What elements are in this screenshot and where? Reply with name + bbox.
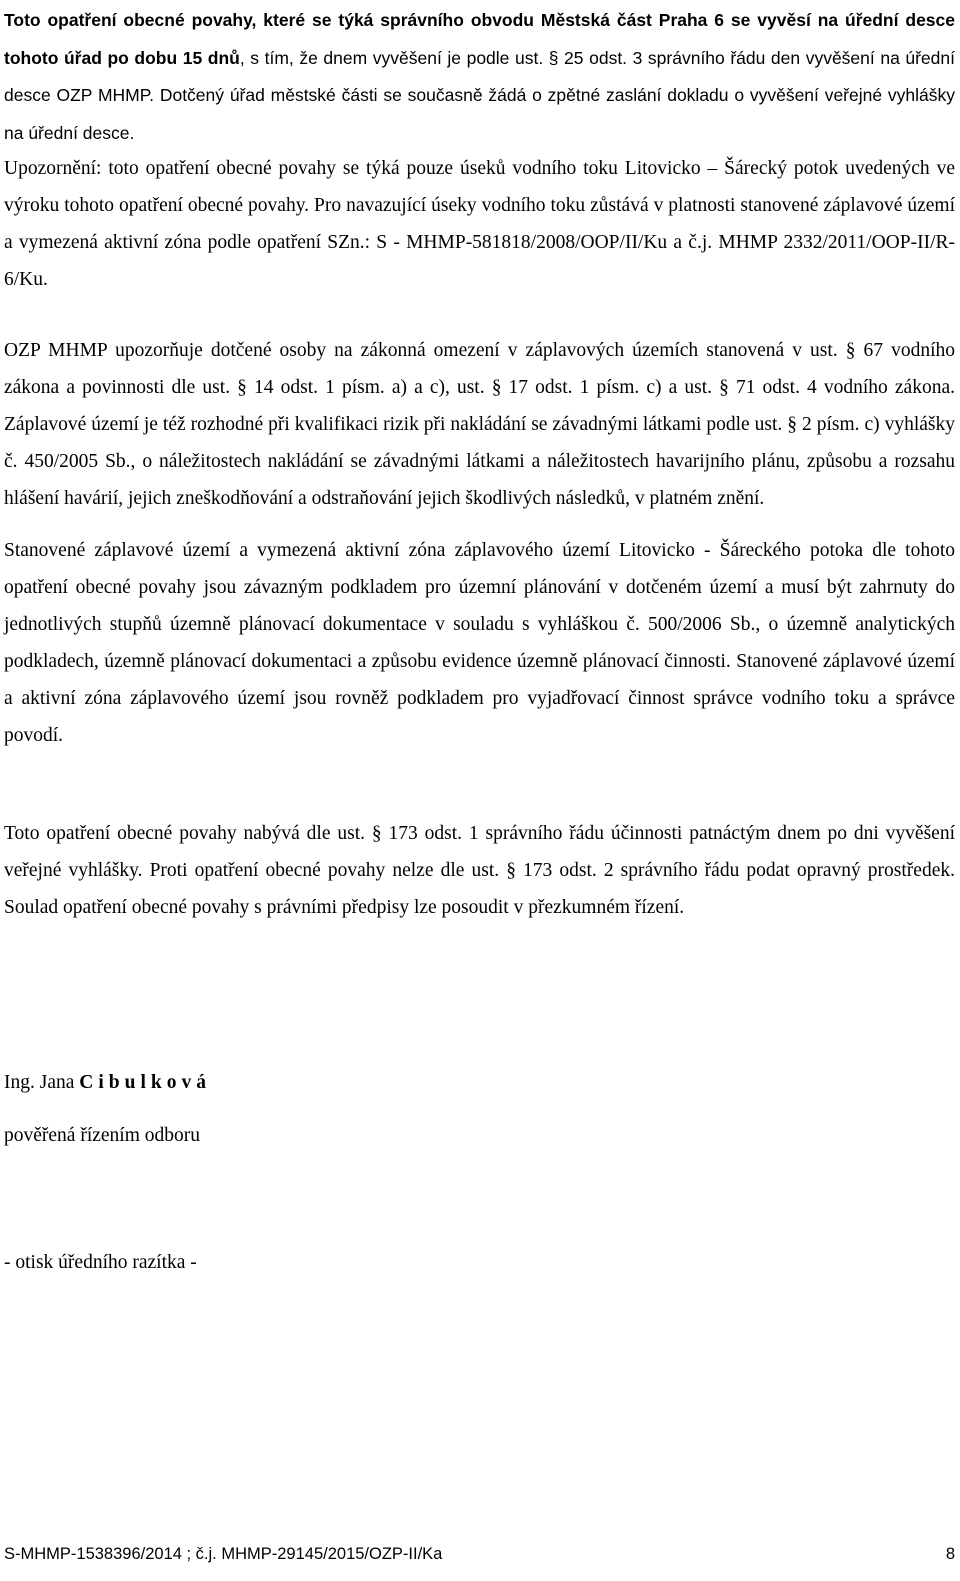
signatory-title: Ing. Jana [4,1072,80,1093]
signatory-name [4,1064,211,1101]
notice-paragraph: Upozornění: toto opatření obecné povahy se týká pouze úseků vodního toku Litovicko – Šárecký potok uvedených ve výroku tohoto opatření obecné povahy. Pro navazující úseky vodního toku zůstává v platnosti stanovené záplavové území a vymezená aktivní zóna podle opatření SZn.: S - MHMP-581818/2008/OOP/II/Ku a č.j. MHMP 2332/2011/OOP-II/R-6/Ku. [4,158,955,290]
signatory-role: pověřená řízením odboru [4,1125,201,1146]
footer-reference: S-MHMP-1538396/2014 ; č.j. MHMP-29145/2015/OZP-II/Ka [4,1545,443,1563]
flood-zone-binding-paragraph: Stanovené záplavové území a vymezená aktivní zóna záplavového území Litovicko - Šáreckého potoka dle tohoto opatření obecné povahy jsou závazným podkladem pro územní plánování v dotčeném území a musí být zahrnuty do jednotlivých stupňů územně plánovací dokumentace v souladu s vyhláškou č. 500/2006 Sb., o územně analytických podkladech, územně plánovací dokumentaci a způsobu evidence územně plánovací činnosti. Stanovené záplavové území a aktivní zóna záplavového území jsou rovněž podkladem pro vyjadřovací činnost správce vodního toku a správce povodí. [4,540,955,746]
lead-rest-text: , s tím, že dnem vyvěšení je podle ust. § 25 odst. 3 správního řádu den vyvěšení na úřední desce OZP MHMP. Dotčený úřad městské části se současně žádá o zpětné zaslání dokladu o vyvěšení veřejné vyhlášky na úřední desce. [4,47,955,143]
page-number: 8 [945,1545,955,1563]
signatory-surname: Cibulková [79,1072,211,1093]
lead-bold-text: Toto opatření obecné povahy, které se týká správního obvodu Městská část Praha 6 se vyvěsí na úřední desce tohoto úřad po dobu 15 dnů [4,10,955,68]
ozp-restrictions-paragraph: OZP MHMP upozorňuje dotčené osoby na zákonná omezení v záplavových územích stanovená v ust. § 67 vodního zákona a povinnosti dle ust. § 14 odst. 1 písm. a) a c), ust. § 17 odst. 1 písm. c) a ust. § 71 odst. 4 vodního zákona. Záplavové území je též rozhodné při kvalifikaci rizik při nakládání se závadnými látkami podle ust. § 2 písm. c) vyhlášky č. 450/2005 Sb., o náležitostech nakládání se závadnými látkami a náležitostech havarijního plánu, způsobu a rozsahu hlášení havárií, jejich zneškodňování a odstraňování jejich škodlivých následků, v platném znění. [4,340,955,509]
lead-paragraph [4,2,955,152]
effectiveness-paragraph: Toto opatření obecné povahy nabývá dle ust. § 173 odst. 1 správního řádu účinnosti patnáctým dnem po dni vyvěšení veřejné vyhlášky. Proti opatření obecné povahy nelze dle ust. § 173 odst. 2 správního řádu podat opravný prostředek. Soulad opatření obecné povahy s právními předpisy lze posoudit v přezkumném řízení. [4,823,955,918]
page-footer [4,1542,955,1566]
stamp-placeholder: - otisk úředního razítka - [4,1252,197,1273]
